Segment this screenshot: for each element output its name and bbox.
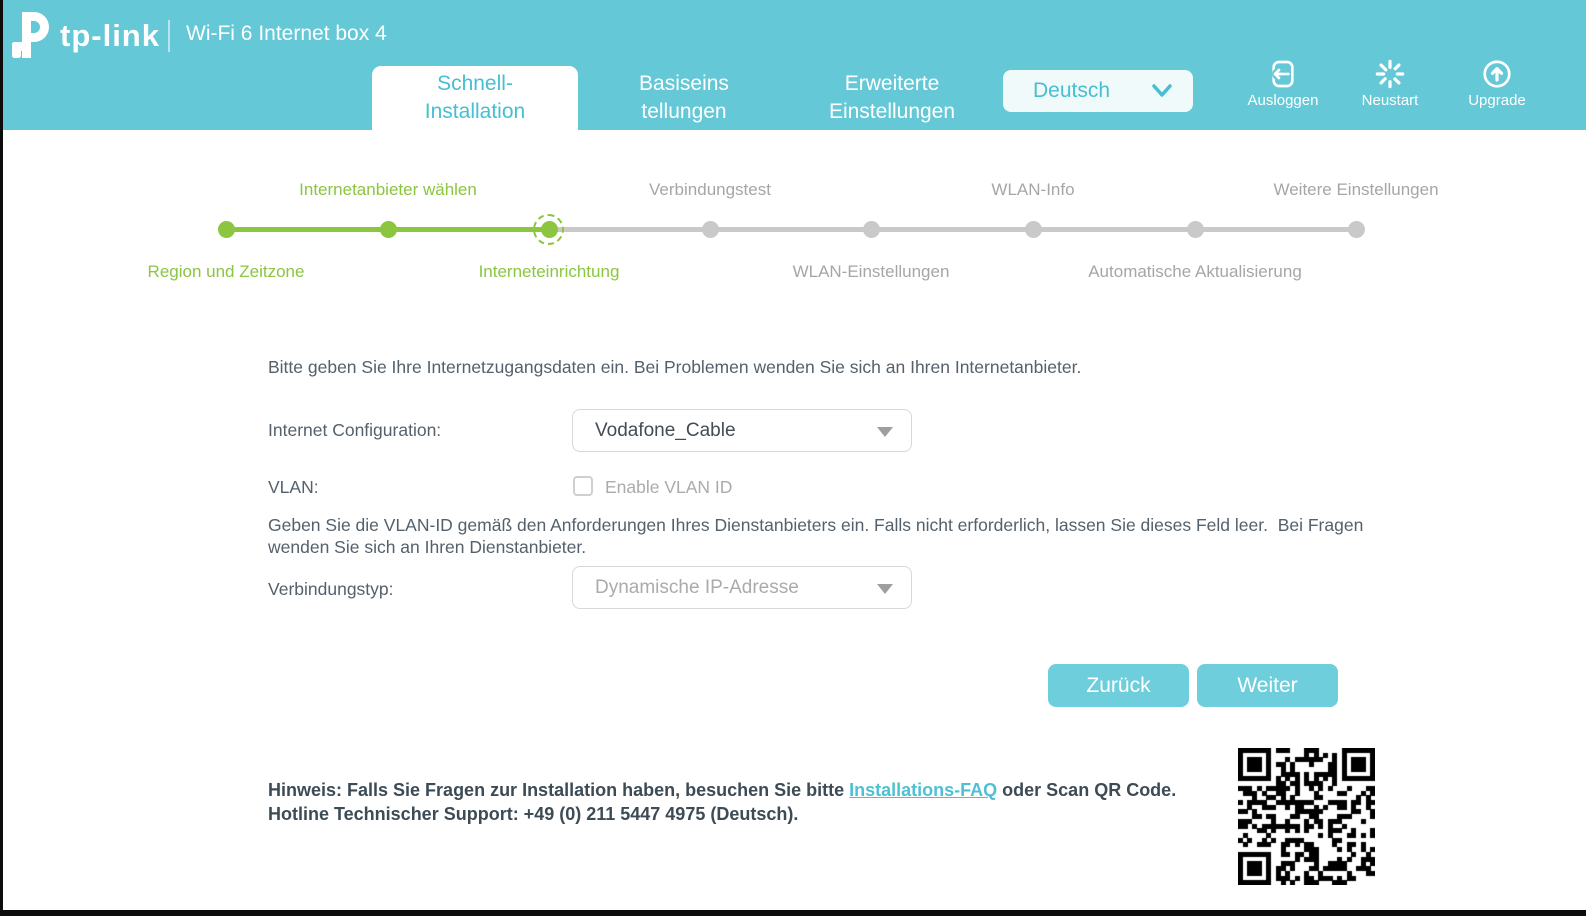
back-button[interactable]: Zurück <box>1048 664 1189 707</box>
qr-code <box>1238 748 1375 885</box>
step-label-verbindungstest: Verbindungstest <box>649 180 771 199</box>
brand-divider <box>168 20 170 52</box>
vlan-label: VLAN: <box>268 477 319 497</box>
internet-configuration-label: Internet Configuration: <box>268 420 442 440</box>
restart-button[interactable] <box>1342 58 1438 110</box>
installations-faq-link[interactable]: Installations-FAQ <box>849 780 998 800</box>
logout-button[interactable] <box>1235 58 1331 110</box>
vlan-help-text: Geben Sie die VLAN-ID gemäß den Anforderungen Ihres Dienstanbieters ein. Falls nicht erforderlich, lassen Sie dieses Feld leer. Bei Fragen wenden Sie sich an Ihren Dienstanbieter. <box>268 515 1369 557</box>
window-edge-bottom <box>0 910 1586 916</box>
tab-basic-settings[interactable] <box>600 66 768 130</box>
logout-icon <box>1267 58 1299 90</box>
step-dot <box>1187 221 1204 238</box>
next-button[interactable]: Weiter <box>1197 664 1338 707</box>
tab-label-line: Einstellungen <box>828 100 956 123</box>
upgrade-button[interactable] <box>1449 58 1545 110</box>
step-dot <box>702 221 719 238</box>
chevron-down-icon <box>1151 83 1173 99</box>
restart-label: Neustart <box>1361 92 1419 109</box>
restart-icon <box>1374 58 1406 90</box>
footer-note-prefix: Hinweis: Falls Sie Fragen zur Installation haben, besuchen Sie bitte <box>268 780 850 800</box>
brand-name: tp-link <box>60 18 160 53</box>
footer-note-suffix: oder Scan QR Code. <box>997 780 1177 800</box>
step-label-wlan-einstellungen: WLAN-Einstellungen <box>792 262 950 281</box>
internet-configuration-value: Vodafone_Cable <box>595 419 736 441</box>
footer-hotline: Hotline Technischer Support: +49 (0) 211 5447 4975 (Deutsch). <box>268 804 799 824</box>
step-dot <box>380 221 397 238</box>
step-label-region-zeitzone: Region und Zeitzone <box>147 262 305 281</box>
logout-label: Ausloggen <box>1247 92 1319 109</box>
footer-note <box>268 778 1233 826</box>
step-dot-current <box>541 221 558 238</box>
step-dot <box>1025 221 1042 238</box>
enable-vlan-label: Enable VLAN ID <box>605 477 733 497</box>
window-edge-left <box>0 0 3 916</box>
product-title: Wi-Fi 6 Internet box 4 <box>186 22 387 45</box>
brand <box>10 8 160 64</box>
enable-vlan-checkbox <box>573 476 593 496</box>
step-label-wlan-info: WLAN-Info <box>991 180 1075 199</box>
connection-type-select <box>572 566 912 609</box>
step-dot <box>1348 221 1365 238</box>
step-label-auto-aktualisierung: Automatische Aktualisierung <box>1088 262 1302 281</box>
progress-track-pending <box>549 227 1356 232</box>
step-dot <box>863 221 880 238</box>
connection-type-label: Verbindungstyp: <box>268 579 394 599</box>
dropdown-arrow-icon <box>877 584 893 594</box>
upgrade-icon <box>1481 58 1513 90</box>
connection-type-value: Dynamische IP-Adresse <box>595 576 799 598</box>
step-label-weitere-einstellungen: Weitere Einstellungen <box>1273 180 1439 199</box>
step-dot <box>218 221 235 238</box>
tab-label-line: Schnell- <box>437 72 513 95</box>
language-value: Deutsch <box>1033 79 1111 102</box>
language-dropdown[interactable] <box>1003 70 1193 112</box>
tab-label-line: Erweiterte <box>844 72 940 95</box>
tab-quick-setup[interactable] <box>372 66 578 130</box>
intro-text: Bitte geben Sie Ihre Internetzugangsdaten ein. Bei Problemen wenden Sie sich an Ihren Internetanbieter. <box>268 357 1082 377</box>
dropdown-arrow-icon <box>877 427 893 437</box>
internet-configuration-select[interactable] <box>572 409 912 452</box>
tab-label-line: Basiseins <box>639 72 729 95</box>
step-label-internetanbieter: Internetanbieter wählen <box>299 180 477 199</box>
setup-progress-stepper <box>0 150 1586 300</box>
tab-label-line: Installation <box>424 100 526 123</box>
tab-label-line: tellungen <box>641 100 727 123</box>
tab-advanced-settings[interactable] <box>790 66 994 130</box>
header-bar <box>0 0 1586 130</box>
upgrade-label: Upgrade <box>1468 92 1526 109</box>
step-label-interneteinrichtung: Interneteinrichtung <box>478 262 620 281</box>
tp-link-logo-icon <box>10 10 54 62</box>
